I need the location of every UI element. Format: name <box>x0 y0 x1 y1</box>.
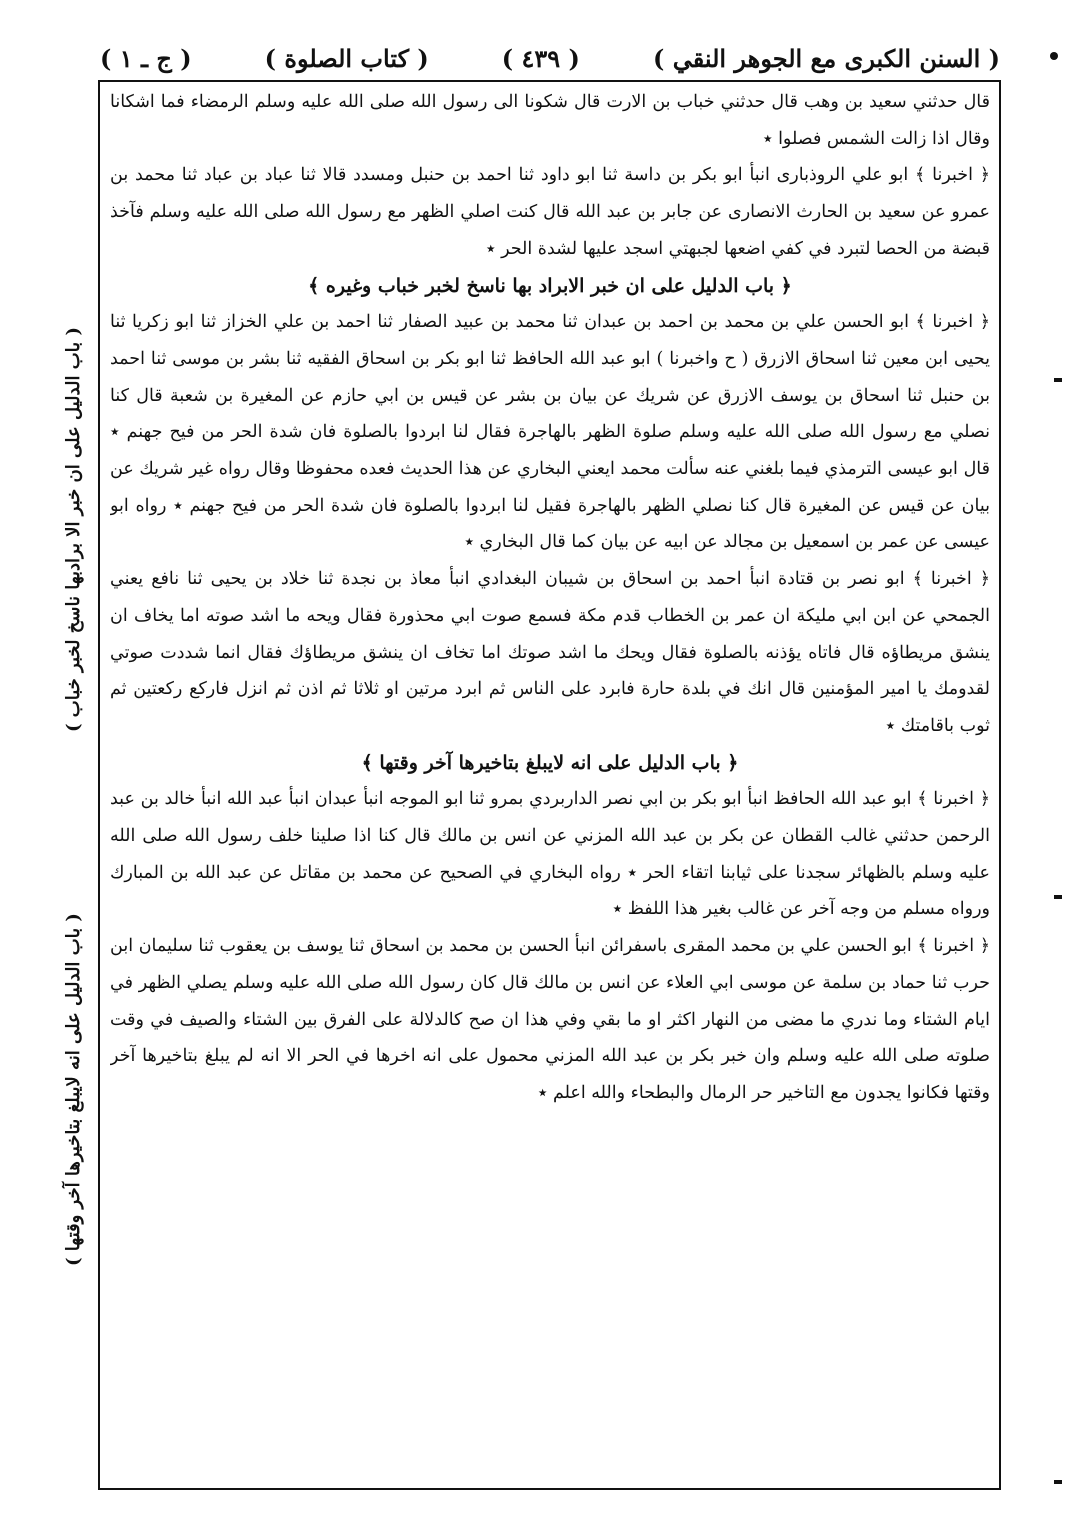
volume-number: ( ج ـ ١ ) <box>100 43 192 73</box>
edge-mark <box>1054 895 1062 899</box>
margin-note-bottom: ( باب الدليل على انه لايبلغ بتاخيرها آخر وقتها ) <box>63 913 84 1267</box>
edge-mark <box>1050 52 1058 60</box>
section-heading: ﴿ باب الدليل على انه لايبلغ بتاخيرها آخر وقتها ﴾ <box>361 751 739 774</box>
paragraph: ﴿ اخبرنا ﴾ ابو علي الروذبارى انبأ ابو بكر بن داسة ثنا ابو داود ثنا احمد بن حنبل ومسدد قالا ثنا عباد بن عباد ثنا محمد بن عمرو عن سعيد بن الحارث الانصارى عن جابر بن عبد الله قال كنت اصلي الظهر مع رسول الله صلى الله عليه وسلم فآخذ قبضة من الحصا لتبرد في كفي اضعها لجبهتي اسجد عليها لشدة الحر ٭ <box>110 165 990 259</box>
book-title: ( السنن الكبرى مع الجوهر النقي ) <box>652 43 1000 73</box>
page-header <box>100 38 1000 78</box>
paragraph: ﴿ اخبرنا ﴾ ابو الحسن علي بن محمد بن احمد بن عبدان ثنا محمد بن عبيد الصفار ثنا احمد بن علي الخزاز ثنا ابو زكريا ثنا يحيى ابن معين ثنا اسحاق الازرق ( ح واخبرنا ) ابو عبد الله الحافظ ثنا ابو بكر بن اسحاق الفقيه ثنا بشر بن موسى ثنا احمد بن حنبل ثنا اسحاق بن يوسف الازرق عن شريك عن بيان بن بشر عن قيس بن ابي حازم عن المغيرة بن شعبة قال كنا نصلي مع رسول الله صلى الله عليه وسلم صلوة الظهر بالهاجرة فقال لنا ابردوا بالصلوة فان شدة الحر من فيح جهنم ٭ قال ابو عيسى الترمذي فيما بلغني عنه سألت محمد ايعني البخاري عن هذا الحديث فعده محفوظا وقال رواه غير شريك عن بيان عن قيس عن المغيرة قال كنا نصلي الظهر بالهاجرة فقيل لنا ابردوا بالصلوة فان شدة الحر من فيح جهنم ٭ رواه ابو عيسى عن عمر بن اسمعيل بن مجالد عن ابيه عن بيان كما قال البخاري ٭ <box>110 312 990 553</box>
main-text <box>110 84 990 1484</box>
margin-note-top: ( باب الدليل على ان خبر الا برادبها ناسخ لخبر خباب ) <box>63 327 84 733</box>
paragraph: ﴿ اخبرنا ﴾ ابو نصر بن قتادة انبأ احمد بن اسحاق بن شيبان البغدادي انبأ معاذ بن نجدة ثنا خلاد بن يحيى ثنا نافع يعني الجمحي عن ابن ابي مليكة ان عمر بن الخطاب قدم مكة فسمع صوت ابي محذورة فقال ويحه ما اشد صوته اما يخاف ان ينشق مريطاؤه قال فاتاه يؤذنه بالصلوة فقال ويحك ما اشد صوتك اما تخاف ان ينشق مريطاؤك فقال انما شددت صوتي لقدومك يا امير المؤمنين قال انك في بلدة حارة فابرد على الناس ثم ابرد مرتين او ثلاثا ثم اذن ثم انزل فاركع ركعتين ثم ثوب باقامتك ٭ <box>110 569 990 736</box>
edge-mark <box>1054 1480 1062 1484</box>
paragraph: ﴿ اخبرنا ﴾ ابو الحسن علي بن محمد المقرى باسفرائن انبأ الحسن بن محمد بن اسحاق ثنا يوسف بن يعقوب ثنا سليمان ابن حرب ثنا حماد بن سلمة عن موسى ابي العلاء عن انس بن مالك قال كان رسول الله صلى الله عليه وسلم يصلي الظهر في ايام الشتاء وما ندري ما مضى من النهار اكثر او ما بقي وفي هذا ان صح كالدلالة على الفرق بين الشتاء والصيف في وقت صلوته صلى الله عليه وسلم وان خبر بكر بن عبد الله المزني محمول على انه اخرها في الحر الا انه لم يبلغ بتاخيرها آخر وقتها فكانوا يجدون مع التاخير حر الرمال والبطحاء والله اعلم ٭ <box>110 936 990 1103</box>
page-number: ( ٤٣٩ ) <box>501 43 580 73</box>
chapter-title: ( كتاب الصلوة ) <box>264 43 429 73</box>
edge-mark <box>1054 378 1062 382</box>
paragraph: قال حدثني سعيد بن وهب قال حدثني خباب بن الارت قال شكونا الى رسول الله صلى الله عليه وسلم الرمضاء فما اشكانا وقال اذا زالت الشمس فصلوا ٭ <box>110 92 990 149</box>
paragraph: ﴿ اخبرنا ﴾ ابو عبد الله الحافظ انبأ ابو بكر بن ابي نصر الداربردي بمرو ثنا ابو الموجه انبأ عبدان انبأ عبد الله انبأ خالد بن عبد الرحمن حدثني غالب القطان عن بكر بن عبد الله المزني عن انس بن مالك قال كنا اذا صلينا خلف رسول الله صلى الله عليه وسلم بالظهائر سجدنا على ثيابنا اتقاء الحر ٭ رواه البخاري في الصحيح عن محمد بن مقاتل عن عبد الله بن المبارك ورواه مسلم من وجه آخر عن غالب بغير هذا اللفظ ٭ <box>110 789 990 920</box>
section-heading: ﴿ باب الدليل على ان خبر الابراد بها ناسخ لخبر خباب وغيره ﴾ <box>308 274 792 297</box>
